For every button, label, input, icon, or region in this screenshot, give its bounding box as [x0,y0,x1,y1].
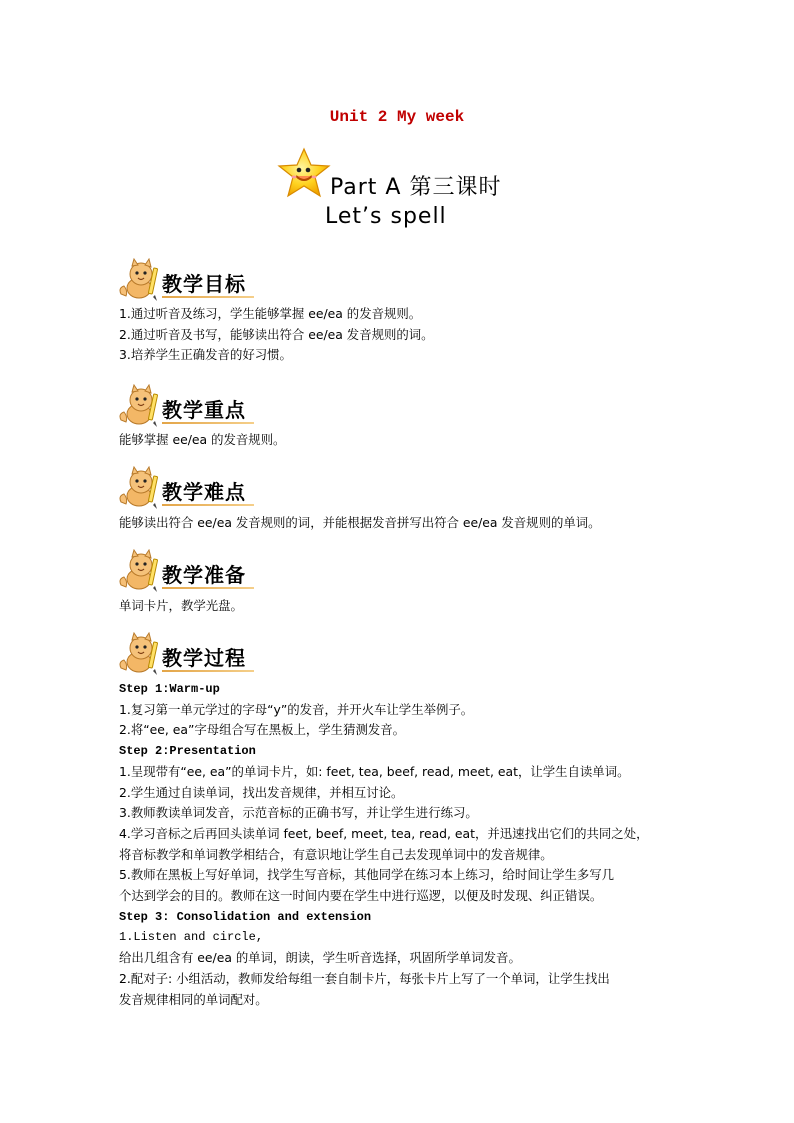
section-heading-label: 教学准备 [162,563,246,587]
section-heading-label: 教学难点 [162,480,246,504]
page-title: Unit 2 My week [329,108,465,126]
list-item: 给出几组含有 ee/ea 的单词，朗读，学生听音选择，巩固所学单词发音。 [119,950,521,966]
cat-with-pencil-icon [118,632,162,676]
section-heading-difficulties [118,466,278,512]
section-heading-preparation [118,549,278,595]
list-item: 1.复习第一单元学过的字母“y”的发音，并开火车让学生举例子。 [119,701,474,717]
list-item: 将音标教学和单词教学相结合，有意识地让学生自己去发现单词中的发音规律。 [119,846,553,862]
list-item: 3.教师教读单词发音，示范音标的正确书写，并让学生进行练习。 [119,805,478,821]
cat-with-pencil-icon [118,258,162,302]
heading-underline [162,504,254,506]
lesson-subtitle: Let’s spell [325,204,447,229]
list-item: 个达到学会的目的。教师在这一时间内要在学生中进行巡逻，以便及时发现、纠正错误。 [119,888,603,904]
difficulties-text [119,513,689,534]
section-heading-label: 教学过程 [162,646,246,670]
section-heading-label: 教学重点 [162,398,246,422]
step-heading: Step 2:Presentation [119,744,256,759]
list-item: 发音规律相同的单词配对。 [119,991,268,1007]
section-heading-objectives [118,258,278,304]
key-points-text [119,430,689,451]
list-item: 2.学生通过自读单词，找出发音规律，并相互讨论。 [119,784,404,800]
list-item: 5.教师在黑板上写好单词，找学生写音标，其他同学在练习本上练习，给时间让学生多写几 [119,867,615,883]
list-item: 2.通过听音及书写，能够读出符合 ee/ea 发音规则的词。 [119,326,434,342]
step-heading: Step 3: Consolidation and extension [119,909,372,924]
section-heading-label: 教学目标 [162,272,246,296]
lesson-part-heading: Part A 第三课时 [330,175,502,200]
objectives-list [119,304,689,366]
heading-underline [162,296,254,298]
section-heading-process [118,632,278,678]
paragraph: 单词卡片，教学光盘。 [119,598,243,613]
list-item: 2.将“ee, ea”字母组合写在黑板上，学生猜测发音。 [119,722,406,738]
list-item: 1.呈现带有“ee, ea”的单词卡片，如: feet, tea, beef, read, meet, eat，让学生自读单词。 [119,763,630,779]
process-content [119,679,689,1010]
cat-with-pencil-icon [118,466,162,510]
list-item: 2.配对子: 小组活动，教师发给每组一套自制卡片，每张卡片上写了一个单词，让学生找出 [119,970,610,986]
star-icon [277,147,331,199]
preparation-text [119,596,689,617]
heading-underline [162,422,254,424]
section-heading-key-points [118,384,278,430]
heading-underline [162,670,254,672]
paragraph: 能够读出符合 ee/ea 发音规则的词，并能根据发音拼写出符合 ee/ea 发音规则的单词。 [119,515,601,530]
list-item: 1.通过听音及练习，学生能够掌握 ee/ea 的发音规则。 [119,306,422,321]
heading-underline [162,587,254,589]
cat-with-pencil-icon [118,549,162,593]
step-heading: Step 1:Warm-up [119,682,220,696]
list-item: 3.培养学生正确发音的好习惯。 [119,347,292,363]
list-item: 4.学习音标之后再回头读单词 feet, beef, meet, tea, read, eat，并迅速找出它们的共同之处， [119,825,649,841]
list-item: 1.Listen and circle, [119,930,264,945]
cat-with-pencil-icon [118,384,162,428]
paragraph: 能够掌握 ee/ea 的发音规则。 [119,432,286,447]
